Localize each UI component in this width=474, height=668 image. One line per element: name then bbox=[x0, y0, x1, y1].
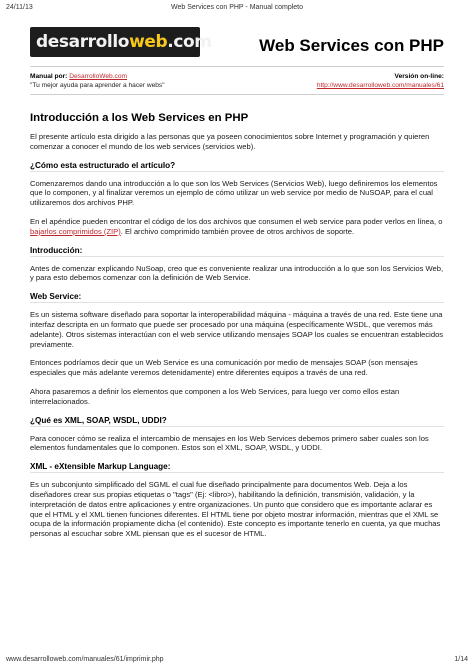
structure-paragraph-2: En el apéndice pueden encontrar el código de los dos archivos que consumen el web service para poder verlos en línea, o bajarlos comprimidos (ZIP). El archivo comprimido también provee de otros archivos de soporte. bbox=[30, 216, 443, 236]
site-logo[interactable] bbox=[30, 27, 212, 57]
introduction-paragraph: Antes de comenzar explicando NuSoap, creo que es conveniente realizar una introducción a lo que son los Servicios Web, y para esto debemos comenzar con la definición de Web Service. bbox=[30, 263, 444, 283]
version-online-link[interactable]: http://www.desarrolloweb.com/manuales/61 bbox=[316, 82, 444, 89]
manual-author-link[interactable]: DesarrolloWeb.com bbox=[69, 73, 127, 80]
document-title: Web Services con PHP bbox=[259, 36, 444, 55]
structure-paragraph-1: Comenzaremos dando una introducción a lo que son los Web Services (Servicios Web), luego definiremos los elementos que lo componen, y al finalizar veremos un ejemplo de cómo utilizar un web service por medio de NuSOAP, para el cual utilizaremos dos archivos PHP. bbox=[30, 178, 438, 208]
section-heading-xml-soap: ¿Qué es XML, SOAP, WSDL, UDDI? bbox=[30, 416, 444, 427]
print-url: www.desarrolloweb.com/manuales/61/imprimir.php bbox=[6, 656, 164, 663]
zip-download-link[interactable]: bajarlos comprimidos (ZIP) bbox=[30, 226, 121, 236]
document-meta bbox=[30, 72, 444, 90]
print-footer bbox=[6, 656, 468, 663]
section-heading-structure: ¿Cómo esta estructurado el artículo? bbox=[30, 161, 444, 172]
version-label: Versión on-line: bbox=[394, 73, 444, 80]
article-title: Introducción a los Web Services en PHP bbox=[30, 112, 249, 124]
print-date: 24/11/13 bbox=[6, 4, 33, 11]
manual-label: Manual por: bbox=[30, 73, 68, 80]
section-heading-introduction: Introducción: bbox=[30, 246, 444, 257]
section-heading-web-service: Web Service: bbox=[30, 292, 444, 303]
divider bbox=[30, 94, 444, 95]
tagline: "Tu mejor ayuda para aprender a hacer webs" bbox=[30, 82, 165, 89]
xml-paragraph: Es un subconjunto simplificado del SGML el cual fue diseñado principalmente para documentos Web. Deja a los diseñadores crear sus propias etiquetas o "tags" (Ej: <libro>), habilitando la definición, transmisión, validación, y la interpretación de datos entre aplicaciones y entre organizaciones. Un punto que considero que es importante aclarar es que el HTML y el XML tienen funciones diferentes. El HTML tiene por objeto mostrar información, mientras que el XML se ocupa de la información propiamente dicha (el contenido). Este concepto es importante tenerlo en cuenta, ya que muchas personas al escuchar sobre XML piensan que es el sucesor de HTML. bbox=[30, 480, 441, 539]
meta-right bbox=[317, 72, 444, 90]
xml-soap-paragraph: Para conocer cómo se realiza el intercambio de mensajes en los Web Services debemos primero saber cuales son los elementos fundamentales que lo componen. Estos son el XML, SOAP, WSDL, y UDDI. bbox=[30, 433, 429, 453]
section-heading-xml: XML - eXtensible Markup Language: bbox=[30, 462, 444, 473]
page-number: 1/14 bbox=[454, 656, 468, 663]
print-header bbox=[6, 4, 468, 11]
web-service-paragraph-1: Es un sistema software diseñado para soportar la interoperabilidad máquina - máquina a través de una red. Este tiene una interfaz descripta en un formato que puede ser procesado por una máquina (específicamente WSDL, que veremos más adelante). Otros sistemas interactúan con el web service utilizando mensajes SOAP los cuales se encuentran establecidos previamente. bbox=[30, 310, 444, 349]
logo-text: desarrolloweb.com bbox=[36, 32, 212, 52]
web-service-paragraph-3: Ahora pasaremos a definir los elementos que componen a los Web Services, para luego ver como ellos estan interrelacionados. bbox=[30, 386, 400, 406]
document-page bbox=[30, 22, 444, 548]
intro-paragraph: El presente artículo esta dirigido a las personas que ya poseen conocimientos sobre Internet y programación y quieren comenzar a conocer el mundo de los web services (servicios web). bbox=[30, 132, 430, 151]
print-title: Web Services con PHP - Manual completo bbox=[170, 4, 304, 11]
brand-row bbox=[30, 22, 444, 67]
meta-left bbox=[30, 72, 165, 90]
web-service-paragraph-2: Entonces podríamos decir que un Web Service es una comunicación por medio de mensajes SOAP (son mensajes especiales que más adelante veremos detenidamente) entre diferentes equipos a través de una red. bbox=[30, 358, 418, 378]
